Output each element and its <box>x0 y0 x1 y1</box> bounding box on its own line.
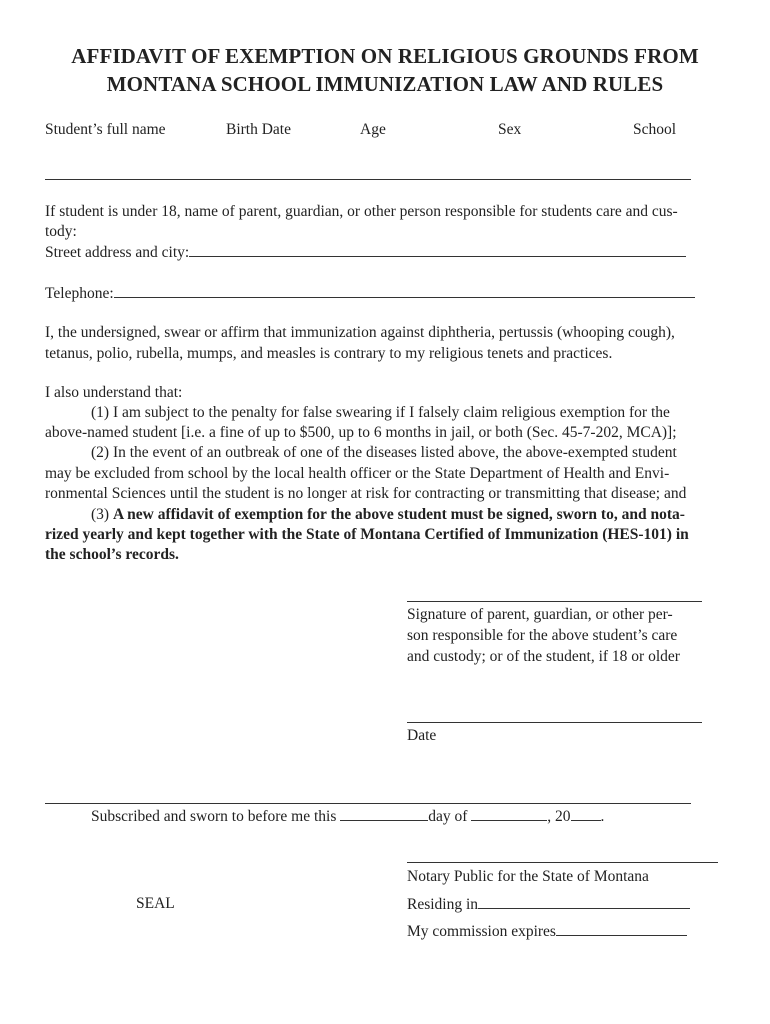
day-of-label: day of <box>428 808 468 825</box>
clause2-line1: (2) In the event of an outbreak of one of the diseases listed above, the above-exempted student <box>91 444 677 461</box>
clause2-line3: ronmental Sciences until the student is no longer at risk for contracting or transmitting that disease; and <box>45 485 687 502</box>
school-label: School <box>633 121 677 138</box>
understand-intro: I also understand that: <box>45 384 183 401</box>
street-address-field <box>45 243 686 262</box>
sworn-day-input[interactable] <box>340 807 428 821</box>
clause2-line2: may be excluded from school by the local health officer or the State Department of Health and Envi- <box>45 465 670 482</box>
residing-in-field <box>407 895 690 914</box>
year-suffix: . <box>600 808 605 825</box>
commission-expires-label: My commission expires <box>407 923 556 940</box>
birth-date-label: Birth Date <box>226 121 291 138</box>
telephone-label: Telephone: <box>45 285 114 302</box>
signature-caption-line2: son responsible for the above student’s care <box>407 627 678 644</box>
signature-line[interactable] <box>407 601 702 602</box>
clause3-line1 <box>91 506 685 524</box>
oath-line1: I, the undersigned, swear or affirm that immunization against diphtheria, pertussis (whooping cough), <box>45 324 675 341</box>
signature-caption-line1: Signature of parent, guardian, or other per- <box>407 606 673 623</box>
clause1-line2: above-named student [i.e. a fine of up to $500, up to 6 months in jail, or both (Sec. 45-7-202, MCA)]; <box>45 424 677 441</box>
oath-line2: tetanus, polio, rubella, mumps, and measles is contrary to my religious tenets and practices. <box>45 345 613 362</box>
street-address-input[interactable] <box>189 243 686 257</box>
clause1-line1: (1) I am subject to the penalty for false swearing if I falsely claim religious exemption for the <box>91 404 670 421</box>
year-prefix: , 20 <box>547 808 571 825</box>
form-title-line1: AFFIDAVIT OF EXEMPTION ON RELIGIOUS GROUNDS FROM <box>71 44 699 68</box>
clause3-number: (3) <box>91 506 113 523</box>
residing-in-label: Residing in <box>407 896 479 913</box>
date-line[interactable] <box>407 722 702 723</box>
form-title-line2: MONTANA SCHOOL IMMUNIZATION LAW AND RULES <box>106 72 664 96</box>
clause3-line3: the school’s records. <box>45 546 179 563</box>
notary-separator-line <box>45 803 691 804</box>
commission-expires-field <box>407 922 687 941</box>
guardian-instruction-line1: If student is under 18, name of parent, guardian, or other person responsible for students care and cus- <box>45 203 678 220</box>
student-info-line[interactable] <box>45 179 691 180</box>
form-title <box>0 42 770 98</box>
sworn-year-input[interactable] <box>571 807 601 821</box>
residing-in-input[interactable] <box>478 895 690 909</box>
student-full-name-label: Student’s full name <box>45 121 166 138</box>
date-label: Date <box>407 727 437 744</box>
clause3-line2: rized yearly and kept together with the State of Montana Certified of Immunization (HES-101) in <box>45 526 689 543</box>
sex-label: Sex <box>498 121 522 138</box>
telephone-field <box>45 284 695 303</box>
notary-signature-line[interactable] <box>407 862 718 863</box>
commission-expires-input[interactable] <box>556 922 687 936</box>
street-address-label: Street address and city: <box>45 244 190 261</box>
guardian-instruction-line2: tody: <box>45 223 77 240</box>
telephone-input[interactable] <box>114 284 695 298</box>
age-label: Age <box>360 121 386 138</box>
subscribed-sworn-line <box>91 807 604 826</box>
seal-label: SEAL <box>136 895 175 912</box>
clause3-bold-line1: A new affidavit of exemption for the above student must be signed, sworn to, and nota- <box>112 506 685 523</box>
notary-public-label: Notary Public for the State of Montana <box>407 868 649 885</box>
subscribed-label: Subscribed and sworn to before me this <box>91 808 337 825</box>
signature-caption-line3: and custody; or of the student, if 18 or older <box>407 648 680 665</box>
sworn-month-input[interactable] <box>471 807 547 821</box>
